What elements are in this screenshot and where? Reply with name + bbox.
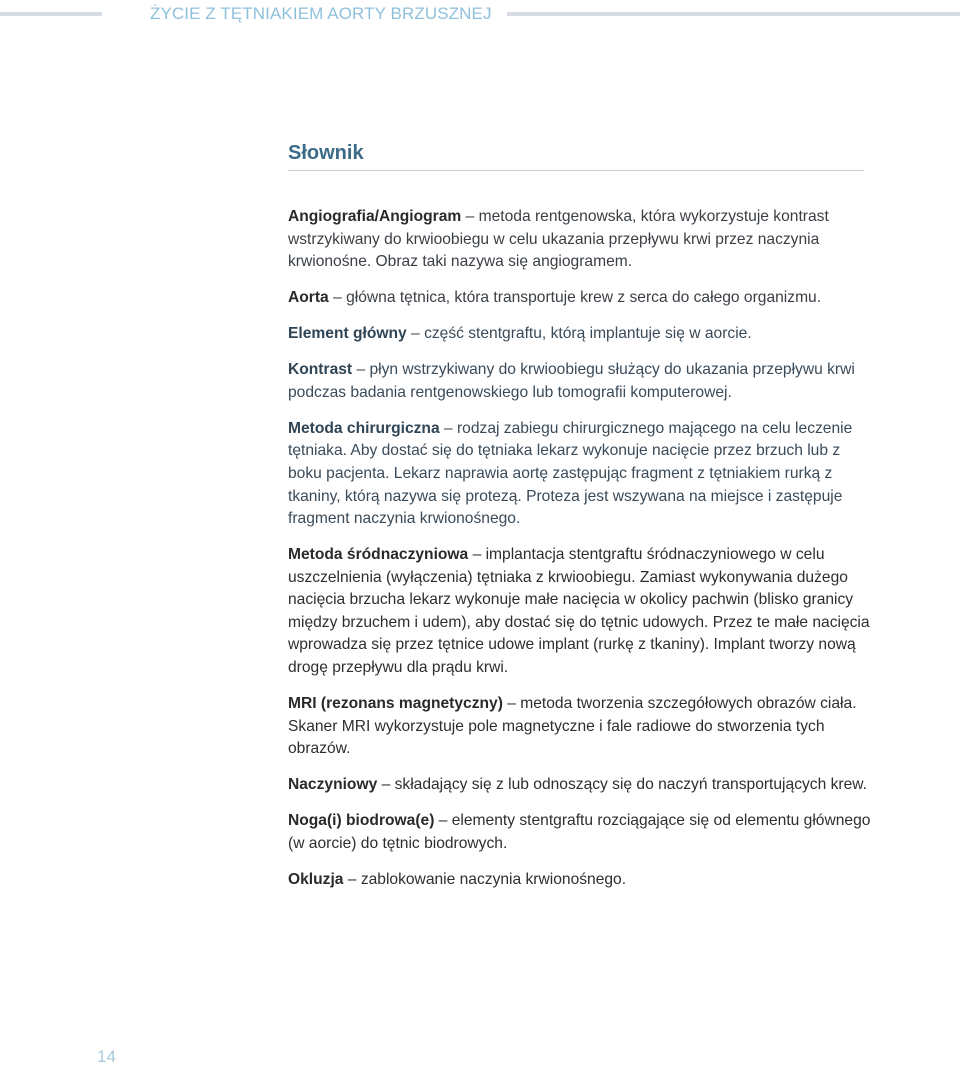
glossary-definition: elementy stentgraftu rozciągające się od elementu głównego (w aorcie) do tętnic biodrowych. xyxy=(288,812,871,852)
glossary-entry: Angiografia/Angiogram – metoda rentgenowska, która wykorzystuje kontrast wstrzykiwany do krwioobiegu w celu ukazania przepływu krwi przez naczynia krwionośne. Obraz taki nazywa się angiogramem. xyxy=(288,208,829,271)
glossary-term: Element główny xyxy=(288,325,407,343)
glossary-term: Noga(i) biodrowa(e) xyxy=(288,812,435,830)
title-divider xyxy=(288,170,864,171)
glossary-definition: płyn wstrzykiwany do krwioobiegu służący do ukazania przepływu krwi podczas badania rentgenowskiego lub tomografii komputerowej. xyxy=(288,361,855,401)
glossary-term: Metoda chirurgiczna xyxy=(288,419,440,437)
glossary-definition: część stentgraftu, którą implantuje się w aorcie. xyxy=(424,325,752,343)
glossary-term: MRI (rezonans magnetyczny) xyxy=(288,695,503,713)
page-title: Słownik xyxy=(288,142,364,164)
glossary-definition: metoda rentgenowska, która wykorzystuje kontrast wstrzykiwany do krwioobiegu w celu ukazania przepływu krwi przez naczynia krwionośne. Obraz taki nazywa się angiogramem. xyxy=(288,208,829,271)
running-header: ŻYCIE Z TĘTNIAKIEM AORTY BRZUSZNEJ xyxy=(150,4,492,23)
glossary-term: Aorta xyxy=(288,289,329,307)
glossary-entry: Metoda śródnaczyniowa – implantacja stentgraftu śródnaczyniowego w celu uszczelnienia (wyłączenia) tętniaka z krwioobiegu. Zamiast wykonywania dużego nacięcia brzucha lekarz wykonuje małe nacięcia w okolicy pachwin (blisko granicy między brzuchem i udem), aby dostać się do tętnic udowych. Przez te małe nacięcia wprowadza się przez tętnice udowe implant (rurkę z tkaniny). Implant tworzy nową drogę przepływu dla prądu krwi. xyxy=(288,546,870,677)
glossary-list xyxy=(288,206,876,905)
glossary-term: Okluzja xyxy=(288,870,344,888)
glossary-term: Metoda śródnaczyniowa xyxy=(288,546,469,564)
glossary-entry: Metoda chirurgiczna – rodzaj zabiegu chirurgicznego mającego na celu leczenie tętniaka. Aby dostać się do tętniaka lekarz wykonuje nacięcie przez brzuch lub z boku pacjenta. Lekarz naprawia aortę zastępując fragment z tętniakiem rurką z tkaniny, którą nazywa się protezą. Proteza jest wszywana na miejsce i zastępuje fragment naczynia krwionośnego. xyxy=(288,419,853,528)
glossary-entry: Element główny – część stentgraftu, którą implantuje się w aorcie. xyxy=(288,325,752,343)
header-rule-left xyxy=(0,12,102,16)
glossary-definition: składający się z lub odnoszący się do naczyń transportujących krew. xyxy=(394,776,867,794)
glossary-term: Naczyniowy xyxy=(288,776,378,794)
glossary-entry: Kontrast – płyn wstrzykiwany do krwioobiegu służący do ukazania przepływu krwi podczas badania rentgenowskiego lub tomografii komputerowej. xyxy=(288,361,855,401)
glossary-entry: MRI (rezonans magnetyczny) – metoda tworzenia szczegółowych obrazów ciała. Skaner MRI wykorzystuje pole magnetyczne i fale radiowe do stworzenia tych obrazów. xyxy=(288,695,857,758)
header-rule-right xyxy=(507,12,960,16)
glossary-definition: główna tętnica, która transportuje krew z serca do całego organizmu. xyxy=(346,289,822,307)
glossary-term: Angiografia/Angiogram xyxy=(288,208,462,225)
glossary-definition: rodzaj zabiegu chirurgicznego mającego na celu leczenie tętniaka. Aby dostać się do tętniaka lekarz wykonuje nacięcie przez brzuch lub z boku pacjenta. Lekarz naprawia aortę zastępując fragment z tętniakiem rurką z tkaniny, którą nazywa się protezą. Proteza jest wszywana na miejsce i zastępuje fragment naczynia krwionośnego. xyxy=(288,419,853,528)
glossary-definition: metoda tworzenia szczegółowych obrazów ciała. Skaner MRI wykorzystuje pole magnetyczne i fale radiowe do stworzenia tych obrazów. xyxy=(288,695,857,758)
glossary-entry: Okluzja – zablokowanie naczynia krwionośnego. xyxy=(288,870,627,888)
glossary-term: Kontrast xyxy=(288,361,353,379)
glossary-entry: Noga(i) biodrowa(e) – elementy stentgraftu rozciągające się od elementu głównego (w aorcie) do tętnic biodrowych. xyxy=(288,812,871,852)
glossary-entry: Aorta – główna tętnica, która transportuje krew z serca do całego organizmu. xyxy=(288,289,822,307)
glossary-definition: zablokowanie naczynia krwionośnego. xyxy=(360,870,627,888)
glossary-entry: Naczyniowy – składający się z lub odnoszący się do naczyń transportujących krew. xyxy=(288,776,867,794)
page-number: 14 xyxy=(97,1047,116,1066)
glossary-definition: implantacja stentgraftu śródnaczyniowego w celu uszczelnienia (wyłączenia) tętniaka z krwioobiegu. Zamiast wykonywania dużego nacięcia brzucha lekarz wykonuje małe nacięcia w okolicy pachwin (blisko granicy między brzuchem i udem), aby dostać się do tętnic udowych. Przez te małe nacięcia wprowadza się przez tętnice udowe implant (rurkę z tkaniny). Implant tworzy nową drogę przepływu dla prądu krwi. xyxy=(288,546,870,677)
